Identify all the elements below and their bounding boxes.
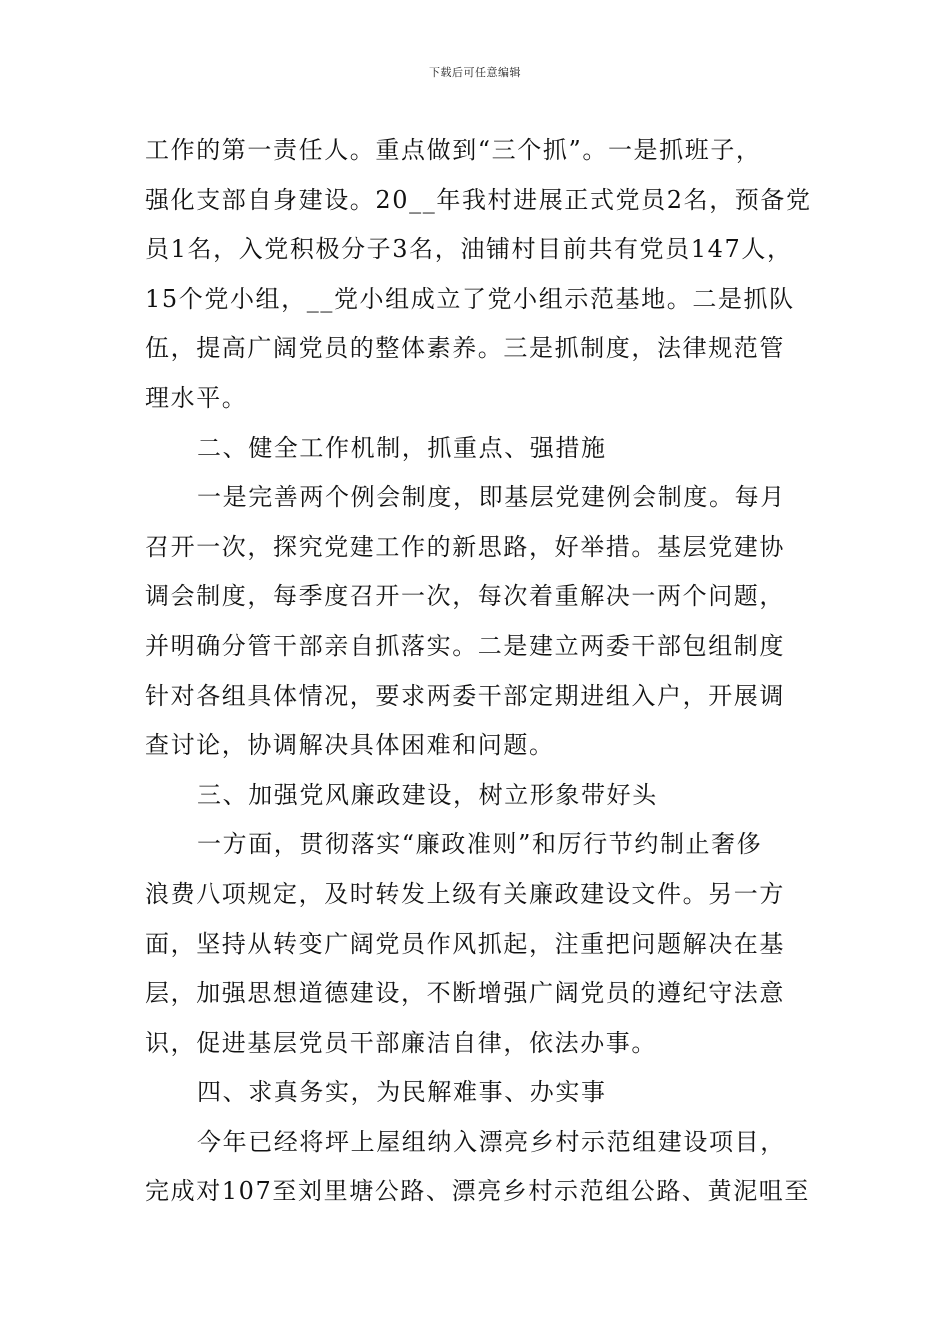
page-header-note: 下载后可任意编辑 <box>429 66 521 79</box>
section-heading: 四、求真务实，为民解难事、办实事 <box>197 1078 607 1107</box>
body-line: 层，加强思想道德建设，不断增强广阔党员的遵纪守法意 <box>145 979 785 1008</box>
body-line: 理水平。 <box>145 383 248 412</box>
document-body <box>145 126 820 1217</box>
body-line: 面，坚持从转变广阔党员作风抓起，注重把问题解决在基 <box>145 929 785 958</box>
body-line: 完成对107至刘里塘公路、漂亮乡村示范组公路、黄泥咀至 <box>145 1177 811 1206</box>
section-heading: 三、加强党风廉政建设，树立形象带好头 <box>197 780 658 809</box>
body-line: 伍，提高广阔党员的整体素养。三是抓制度，法律规范管 <box>145 334 785 363</box>
body-line: 并明确分管干部亲自抓落实。二是建立两委干部包组制度 <box>145 631 785 660</box>
body-line: 查讨论，协调解决具体困难和问题。 <box>145 731 555 760</box>
body-line: 员1名，入党积极分子3名，油铺村目前共有党员147人， <box>145 235 793 264</box>
body-line: 15个党小组，__党小组成立了党小组示范基地。二是抓队 <box>145 284 795 313</box>
body-line: 识，促进基层党员干部廉洁自律，依法办事。 <box>145 1028 657 1057</box>
body-line: 针对各组具体情况，要求两委干部定期进组入户，开展调 <box>145 681 785 710</box>
paragraph-start-line: 一方面，贯彻落实“廉政准则”和厉行节约制止奢侈 <box>197 830 763 859</box>
body-line: 浪费八项规定，及时转发上级有关廉政建设文件。另一方 <box>145 879 785 908</box>
section-heading: 二、健全工作机制，抓重点、强措施 <box>197 433 607 462</box>
body-line: 召开一次，探究党建工作的新思路，好举措。基层党建协 <box>145 532 785 561</box>
body-line: 工作的第一责任人。重点做到“三个抓”。一是抓班子， <box>145 136 762 164</box>
body-line: 调会制度，每季度召开一次，每次着重解决一两个问题， <box>145 582 785 611</box>
paragraph-start-line: 今年已经将坪上屋组纳入漂亮乡村示范组建设项目， <box>197 1127 786 1156</box>
body-line: 强化支部自身建设。20__年我村进展正式党员2名，预备党 <box>145 185 812 214</box>
paragraph-start-line: 一是完善两个例会制度，即基层党建例会制度。每月 <box>197 483 786 512</box>
